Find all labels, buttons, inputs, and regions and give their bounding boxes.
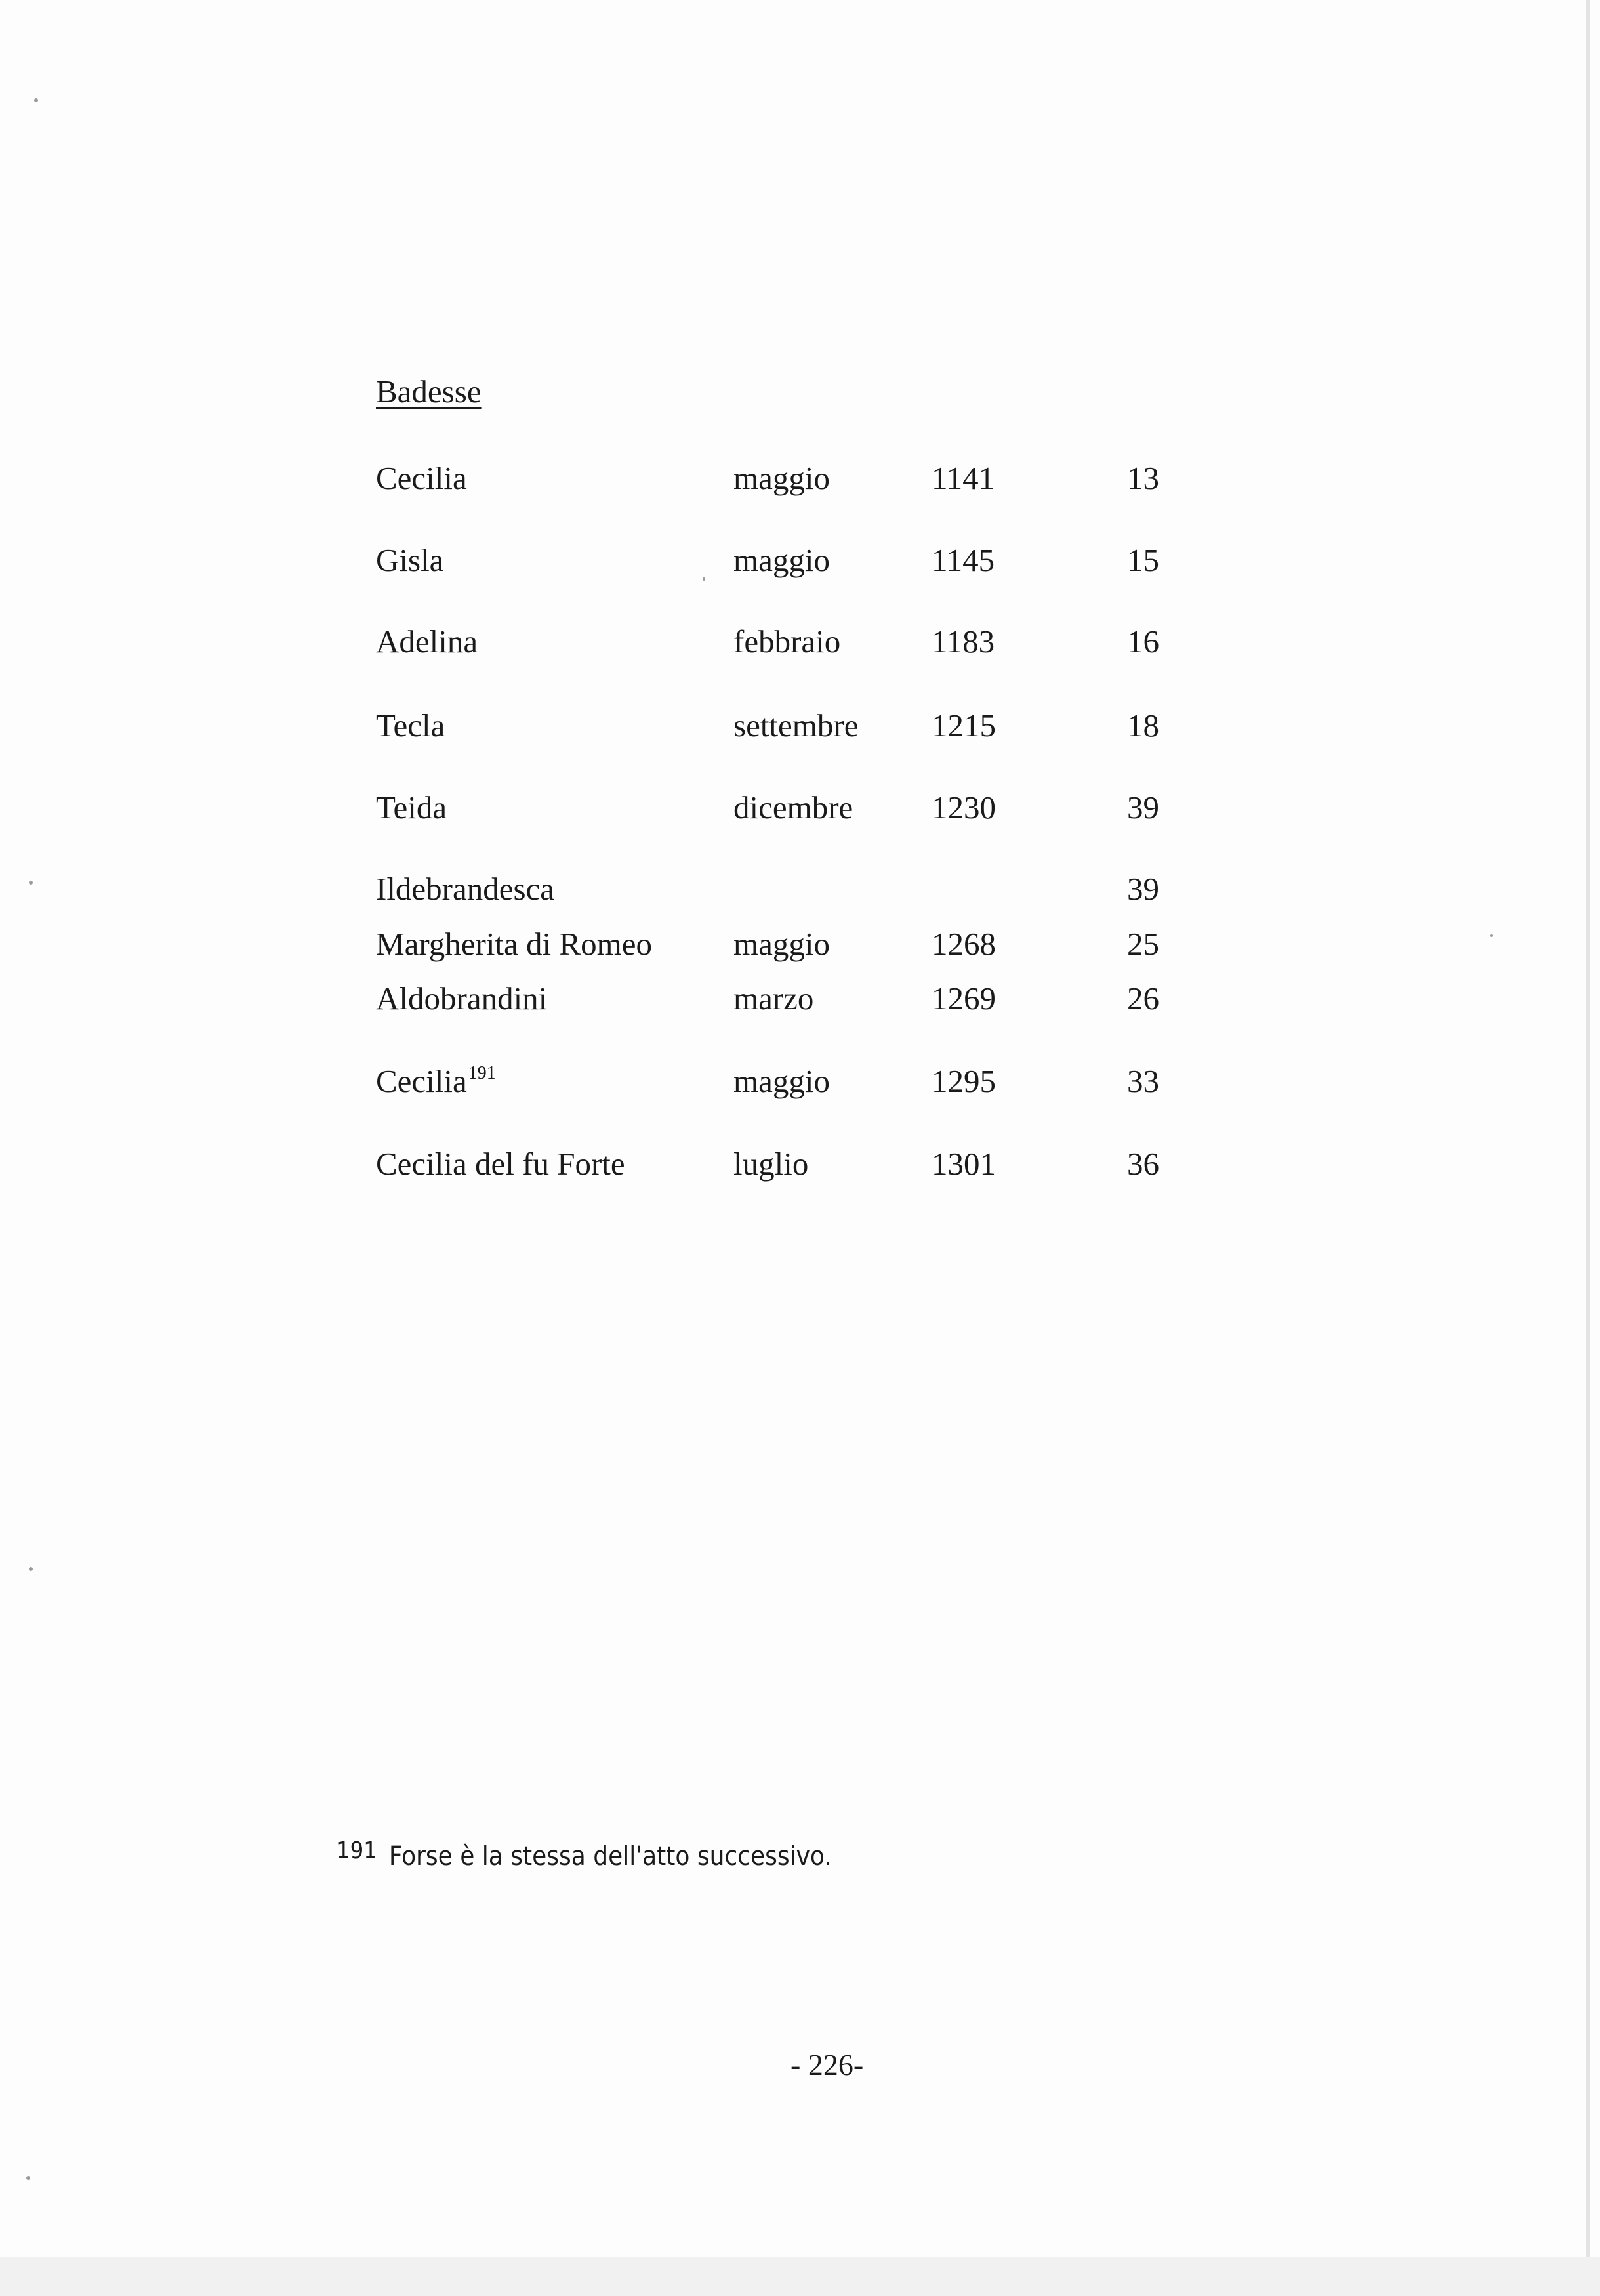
document-number: 15 xyxy=(1127,542,1159,578)
document-number: 16 xyxy=(1127,623,1159,659)
year-cell: 1295 xyxy=(932,1063,996,1099)
table-row xyxy=(0,923,1600,965)
month-cell: settembre xyxy=(733,707,859,743)
abbess-name: Gisla xyxy=(376,542,444,578)
month-cell: maggio xyxy=(733,926,830,962)
footnote-reference: 191 xyxy=(468,1063,496,1083)
abbess-name: Tecla xyxy=(376,707,445,743)
abbess-name: Adelina xyxy=(376,623,478,659)
footnote-text: Forse è la stessa dell'atto successivo. xyxy=(388,1841,832,1871)
year-cell: 1268 xyxy=(932,926,996,962)
document-number: 13 xyxy=(1127,460,1159,496)
month-cell: maggio xyxy=(733,1063,830,1099)
table-row xyxy=(0,978,1600,1020)
document-number: 26 xyxy=(1127,980,1159,1016)
abbess-name: Aldobrandini xyxy=(376,980,548,1016)
year-cell: 1145 xyxy=(932,542,995,578)
year-cell: 1215 xyxy=(932,707,996,743)
document-number: 18 xyxy=(1127,707,1159,743)
table-row xyxy=(0,705,1600,747)
month-cell: maggio xyxy=(733,542,830,578)
scan-speck xyxy=(34,98,38,102)
page-number: - 226- xyxy=(790,2048,864,2081)
footnote-number: 191 xyxy=(337,1837,377,1864)
month-cell: maggio xyxy=(733,460,830,496)
year-cell: 1183 xyxy=(932,623,995,659)
table-row xyxy=(0,539,1600,581)
abbess-name: Ildebrandesca xyxy=(376,871,555,907)
abbess-name: Teida xyxy=(376,789,447,825)
abbess-name: Cecilia xyxy=(376,460,467,496)
footnote xyxy=(337,1837,832,1871)
year-cell: 1141 xyxy=(932,460,995,496)
month-cell: luglio xyxy=(733,1146,809,1182)
year-cell: 1269 xyxy=(932,980,996,1016)
page-edge-shadow xyxy=(1586,0,1590,2257)
table-row xyxy=(0,1143,1600,1185)
document-number: 33 xyxy=(1127,1063,1159,1099)
table-row xyxy=(0,868,1600,910)
abbess-name: Cecilia$^{191}$ xyxy=(376,1063,496,1099)
year-cell: 1230 xyxy=(932,789,996,825)
table-row xyxy=(0,621,1600,663)
document-number: 36 xyxy=(1127,1146,1159,1182)
abbess-name: Cecilia del fu Forte xyxy=(376,1146,625,1182)
month-cell: febbraio xyxy=(733,623,841,659)
table-row xyxy=(0,457,1600,499)
document-number: 39 xyxy=(1127,871,1159,907)
section-heading: Badesse xyxy=(376,373,482,409)
month-cell: dicembre xyxy=(733,789,853,825)
table-row xyxy=(0,1060,1600,1102)
document-number: 25 xyxy=(1127,926,1159,962)
table-row xyxy=(0,787,1600,829)
page-bottom-margin xyxy=(0,2257,1600,2296)
abbess-name: Margherita di Romeo xyxy=(376,926,652,962)
month-cell: marzo xyxy=(733,980,814,1016)
document-number: 39 xyxy=(1127,789,1159,825)
scan-speck xyxy=(26,2176,30,2180)
year-cell: 1301 xyxy=(932,1146,996,1182)
scan-speck xyxy=(29,1567,33,1571)
